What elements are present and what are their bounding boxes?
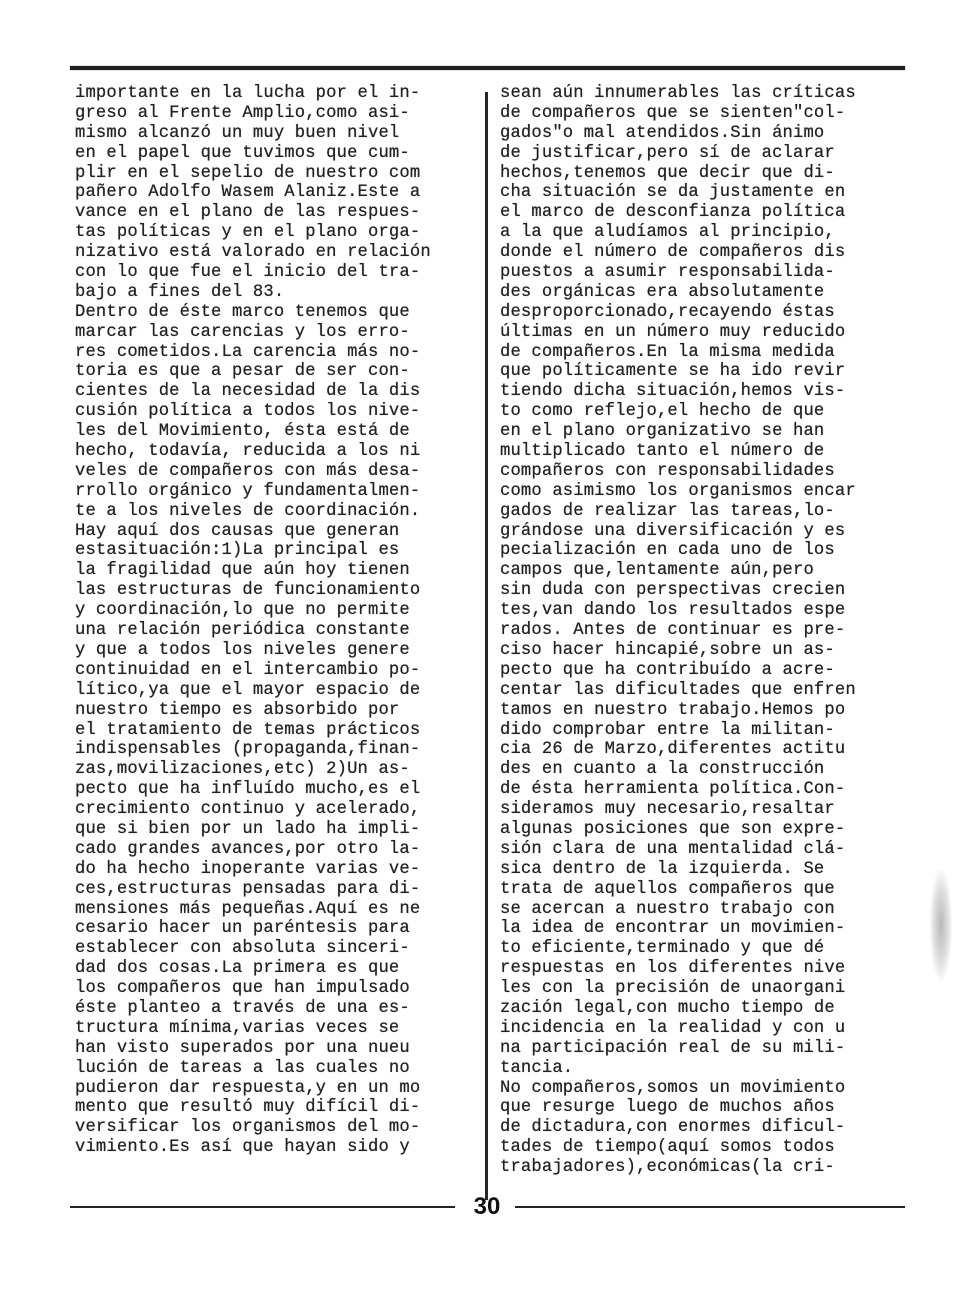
text-line: campos que,lentamente aún,pero: [500, 561, 814, 581]
text-line: gados"o mal atendidos.Sin ánimo: [500, 123, 825, 143]
text-line: pecialización en cada uno de los: [500, 541, 835, 561]
text-line: mensiones más pequeñas.Aquí es ne: [75, 899, 421, 919]
text-line: de ésta herramienta política.Con-: [500, 780, 846, 800]
left-text-column: [75, 84, 475, 1158]
text-line: vimiento.Es así que hayan sido y: [75, 1138, 410, 1158]
text-line: des en cuanto a la construcción: [500, 760, 825, 780]
text-line: trata de aquellos compañeros que: [500, 879, 835, 899]
text-line: rrollo orgánico y fundamentalmen-: [75, 481, 421, 501]
text-line: respuestas en los diferentes nive: [500, 959, 846, 979]
text-line: tancia.: [500, 1058, 574, 1078]
text-line: Dentro de éste marco tenemos que: [75, 302, 410, 322]
text-line: que políticamente se ha ido revir: [500, 362, 846, 382]
text-line: estasituación:1)La principal es: [75, 541, 400, 561]
text-line: vance en el plano de las respues-: [75, 203, 421, 223]
text-line: cha situación se da justamente en: [500, 183, 846, 203]
text-line: plir en el sepelio de nuestro com: [75, 163, 421, 183]
text-line: ces,estructuras pensadas para di-: [75, 879, 421, 899]
text-line: puestos a asumir responsabilida-: [500, 263, 835, 283]
text-line: trabajadores),económicas(la cri-: [500, 1158, 835, 1178]
text-line: tas políticas y en el plano orga-: [75, 223, 421, 243]
right-text-column: [500, 84, 900, 1178]
text-line: como asimismo los organismos encar: [500, 481, 856, 501]
text-line: res cometidos.La carencia más no-: [75, 342, 421, 362]
text-line: sión clara de una mentalidad clá-: [500, 839, 846, 859]
text-line: indispensables (propaganda,finan-: [75, 740, 421, 760]
text-line: do ha hecho inoperante varias ve-: [75, 859, 421, 879]
column-divider: [485, 92, 488, 1200]
text-line: hechos,tenemos que decir que di-: [500, 163, 835, 183]
text-line: cado grandes avances,por otro la-: [75, 839, 421, 859]
text-line: multiplicado tanto el número de: [500, 442, 825, 462]
text-line: na participación real de su mili-: [500, 1038, 846, 1058]
text-line: establecer con absoluta sinceri-: [75, 939, 410, 959]
text-line: de dictadura,con enormes dificul-: [500, 1118, 846, 1138]
text-line: tades de tiempo(aquí somos todos: [500, 1138, 835, 1158]
text-line: han visto superados por una nueu: [75, 1038, 410, 1058]
text-line: marcar las carencias y los erro-: [75, 322, 410, 342]
text-line: dido comprobar entre la militan-: [500, 720, 835, 740]
text-line: con lo que fue el inicio del tra-: [75, 263, 421, 283]
text-line: centar las dificultades que enfren: [500, 680, 856, 700]
text-line: de justificar,pero sí de aclarar: [500, 143, 835, 163]
text-line: algunas posiciones que son expre-: [500, 819, 846, 839]
text-line: continuidad en el intercambio po-: [75, 660, 421, 680]
page-footer: [70, 1192, 905, 1222]
text-line: bajo a fines del 83.: [75, 282, 285, 302]
page-number: 30: [473, 1193, 501, 1220]
text-line: mismo alcanzó un muy buen nivel: [75, 123, 400, 143]
text-line: to como reflejo,el hecho de que: [500, 402, 825, 422]
text-line: ciso hacer hincapié,sobre un as-: [500, 640, 835, 660]
text-line: No compañeros,somos un movimiento: [500, 1078, 846, 1098]
text-line: gados de realizar las tareas,lo-: [500, 501, 835, 521]
text-line: cesario hacer un paréntesis para: [75, 919, 410, 939]
text-line: versificar los organismos del mo-: [75, 1118, 421, 1138]
text-line: pañero Adolfo Wasem Alaniz.Este a: [75, 183, 421, 203]
text-line: pudieron dar respuesta,y en un mo: [75, 1078, 421, 1098]
text-line: el tratamiento de temas prácticos: [75, 720, 421, 740]
text-line: zas,movilizaciones,etc) 2)Un as-: [75, 760, 410, 780]
text-line: que resurge luego de muchos años: [500, 1098, 835, 1118]
text-line: tructura mínima,varias veces se: [75, 1018, 400, 1038]
text-line: crecimiento continuo y acelerado,: [75, 800, 421, 820]
text-line: tiendo dicha situación,hemos vis-: [500, 382, 846, 402]
footer-rule-right: [515, 1206, 905, 1208]
text-line: en el plano organizativo se han: [500, 422, 825, 442]
text-line: últimas en un número muy reducido: [500, 322, 846, 342]
text-line: los compañeros que han impulsado: [75, 979, 410, 999]
text-line: la fragilidad que aún hoy tienen: [75, 561, 410, 581]
text-line: cusión política a todos los nive-: [75, 402, 421, 422]
text-line: veles de compañeros con más desa-: [75, 461, 421, 481]
footer-rule-left: [70, 1206, 455, 1208]
text-line: de compañeros que se sienten"col-: [500, 103, 846, 123]
text-line: éste planteo a través de una es-: [75, 998, 410, 1018]
text-line: dad dos cosas.La primera es que: [75, 959, 400, 979]
text-line: sica dentro de la izquierda. Se: [500, 859, 825, 879]
text-line: a la que aludíamos al principio,: [500, 223, 835, 243]
text-line: tamos en nuestro trabajo.Hemos po: [500, 700, 846, 720]
text-line: rados. Antes de continuar es pre-: [500, 621, 846, 641]
text-line: se acercan a nuestro trabajo con: [500, 899, 835, 919]
text-line: cientes de la necesidad de la dis: [75, 382, 421, 402]
text-line: les con la precisión de unaorgani: [500, 979, 846, 999]
text-line: nizativo está valorado en relación: [75, 243, 431, 263]
top-rule: [70, 66, 905, 70]
text-line: greso al Frente Amplio,como asi-: [75, 103, 410, 123]
text-line: pecto que ha influído mucho,es el: [75, 780, 421, 800]
text-line: lución de tareas a las cuales no: [75, 1058, 410, 1078]
text-line: cia 26 de Marzo,diferentes actitu: [500, 740, 846, 760]
text-line: sin duda con perspectivas crecien: [500, 581, 846, 601]
text-line: compañeros con responsabilidades: [500, 461, 835, 481]
text-line: to eficiente,terminado y que dé: [500, 939, 825, 959]
text-line: zación legal,con mucho tiempo de: [500, 998, 835, 1018]
text-line: importante en la lucha por el in-: [75, 84, 421, 103]
text-line: y que a todos los niveles genere: [75, 640, 410, 660]
text-line: la idea de encontrar un movimien-: [500, 919, 846, 939]
text-line: Hay aquí dos causas que generan: [75, 521, 400, 541]
text-line: y coordinación,lo que no permite: [75, 601, 410, 621]
text-line: sean aún innumerables las críticas: [500, 84, 856, 103]
text-line: hecho, todavía, reducida a los ni: [75, 442, 421, 462]
text-line: desproporcionado,recayendo éstas: [500, 302, 835, 322]
scan-edge-mark: [930, 870, 952, 980]
text-line: mento que resultó muy difícil di-: [75, 1098, 421, 1118]
text-line: lítico,ya que el mayor espacio de: [75, 680, 421, 700]
text-line: el marco de desconfianza política: [500, 203, 846, 223]
text-line: donde el número de compañeros dis: [500, 243, 846, 263]
text-line: que si bien por un lado ha impli-: [75, 819, 421, 839]
text-line: grándose una diversificación y es: [500, 521, 846, 541]
text-line: toria es que a pesar de ser con-: [75, 362, 410, 382]
text-line: de compañeros.En la misma medida: [500, 342, 835, 362]
text-line: pecto que ha contribuído a acre-: [500, 660, 835, 680]
text-line: tes,van dando los resultados espe: [500, 601, 846, 621]
text-line: te a los niveles de coordinación.: [75, 501, 421, 521]
text-line: las estructuras de funcionamiento: [75, 581, 421, 601]
text-line: en el papel que tuvimos que cum-: [75, 143, 410, 163]
text-line: una relación periódica constante: [75, 621, 410, 641]
text-line: sideramos muy necesario,resaltar: [500, 800, 835, 820]
text-line: les del Movimiento, ésta está de: [75, 422, 410, 442]
text-line: des orgánicas era absolutamente: [500, 282, 825, 302]
text-line: nuestro tiempo es absorbido por: [75, 700, 400, 720]
text-line: incidencia en la realidad y con u: [500, 1018, 846, 1038]
